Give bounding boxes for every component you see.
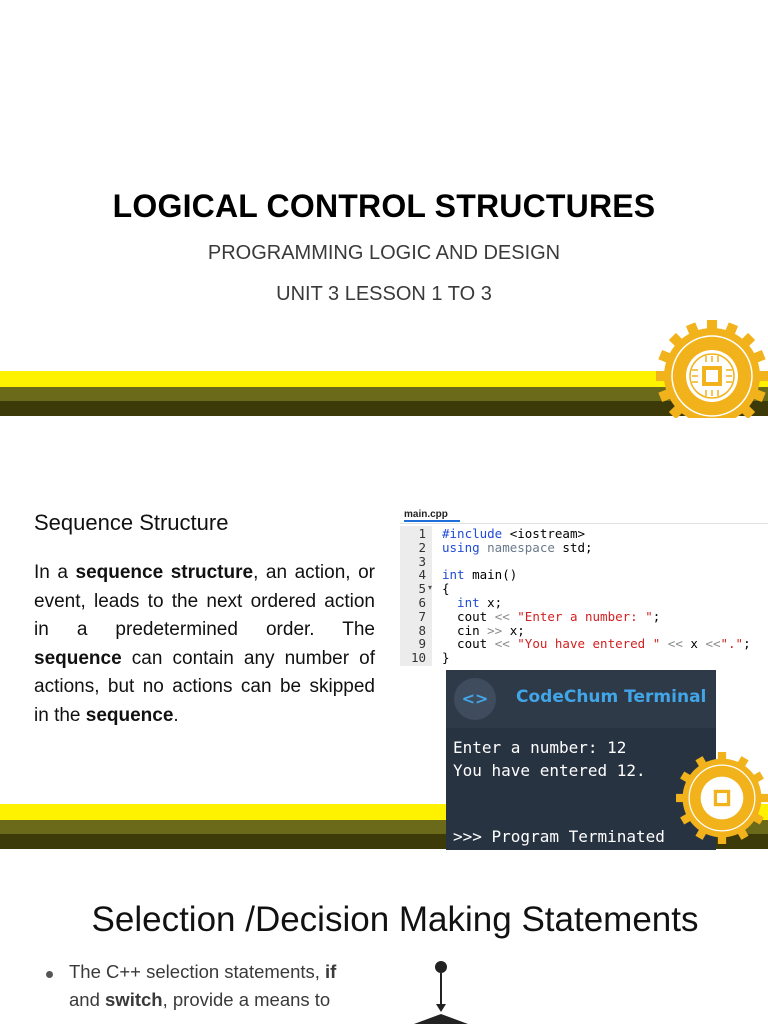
code-token: x; — [487, 594, 503, 610]
code-token: x; — [509, 622, 525, 638]
line-number: 8 — [418, 622, 426, 638]
flowchart-decision-node — [414, 1014, 468, 1024]
code-line — [442, 637, 751, 651]
code-token: { — [442, 581, 450, 597]
slide-unit: UNIT 3 LESSON 1 TO 3 — [276, 283, 492, 305]
slide-subtitle: PROGRAMMING LOGIC AND DESIGN — [207, 242, 561, 264]
code-token: cin — [442, 622, 488, 638]
selection-slide — [0, 850, 768, 1024]
code-line — [442, 596, 751, 610]
sequence-paragraph-bold-text: sequence — [34, 647, 122, 669]
terminal-title: CodeChum Terminal — [516, 687, 707, 707]
code-token: std; — [562, 539, 593, 555]
code-token: using — [442, 539, 488, 555]
department-seal-icon — [656, 320, 768, 418]
code-editor — [400, 504, 768, 666]
flowchart-diagram — [396, 958, 488, 1024]
line-number: 7 — [418, 608, 426, 624]
sequence-paragraph-text: , an action, or event, leads to the next ordered action in a predetermined order. The — [34, 562, 375, 641]
line-number: 6 — [418, 594, 426, 610]
code-line — [442, 610, 751, 624]
code-token: <iostream> — [509, 526, 585, 541]
line-number: 1 — [418, 526, 426, 541]
code-token: } — [442, 650, 450, 666]
code-body — [442, 527, 751, 665]
editor-tab-label: main.cpp — [404, 509, 448, 520]
selection-bullet-text: , provide a means to — [162, 988, 331, 1010]
terminal-output-line: Enter a number: 12 — [453, 738, 627, 757]
yellow-band — [0, 804, 446, 820]
line-number: 9 — [418, 636, 426, 652]
title-slide — [0, 0, 768, 418]
terminal-output-line: You have entered 12. — [453, 761, 646, 780]
terminal-status-line: >>> Program Terminated — [453, 827, 665, 846]
line-number: 4 — [418, 567, 426, 583]
selection-bullet — [69, 958, 339, 1013]
code-line — [442, 555, 751, 569]
code-token: int — [442, 594, 488, 610]
dark-band — [0, 401, 768, 416]
sequence-paragraph-text: can contain any number of actions, but no actions can be skipped in the — [34, 647, 375, 726]
selection-bullet-bold-text: if — [325, 961, 337, 982]
slide-title: LOGICAL CONTROL STRUCTURES — [112, 188, 656, 224]
code-token: << — [494, 608, 518, 624]
bullet-dot — [46, 971, 53, 978]
sequence-heading: Sequence Structure — [34, 510, 229, 535]
code-token: cout — [442, 636, 495, 652]
code-token: #include — [442, 526, 510, 541]
sequence-paragraph-bold-text: sequence — [85, 704, 174, 726]
sequence-paragraph-text: In a — [34, 562, 76, 583]
code-line — [442, 541, 751, 555]
code-line — [442, 568, 751, 582]
code-line — [442, 582, 751, 596]
olive-band — [0, 820, 446, 834]
code-token: << — [660, 636, 691, 652]
code-token: namespace — [487, 539, 563, 555]
code-token: << — [494, 636, 518, 652]
code-token: "." — [720, 636, 744, 652]
line-number: 5 — [418, 581, 426, 597]
code-line — [442, 651, 751, 665]
flowchart-start-node — [435, 961, 447, 973]
selection-bullet-text: The C++ selection statements, — [69, 961, 326, 982]
code-token: x — [690, 636, 706, 652]
line-number: 10 — [410, 650, 426, 666]
code-token: main() — [472, 567, 518, 583]
line-number: 2 — [418, 539, 426, 555]
code-token: << — [705, 636, 721, 652]
sequence-paragraph-text: . — [173, 704, 179, 726]
code-token: "Enter a number: " — [517, 608, 653, 624]
olive-band — [0, 387, 768, 401]
selection-bullet-text: and — [69, 988, 106, 1010]
terminal-header — [446, 670, 716, 728]
line-numbers — [400, 527, 426, 665]
code-token: cout — [442, 608, 495, 624]
sequence-slide — [0, 418, 768, 850]
code-token: "You have entered " — [517, 636, 661, 652]
fold-arrow-icon[interactable]: ▾ — [428, 583, 433, 592]
code-token: >> — [487, 622, 510, 638]
dark-band — [0, 834, 446, 849]
selection-bullet-bold-text: switch — [105, 988, 163, 1010]
yellow-band — [0, 371, 768, 387]
sequence-paragraph — [34, 559, 375, 731]
code-line — [442, 624, 751, 638]
code-token: ; — [652, 608, 661, 624]
selection-title: Selection /Decision Making Statements — [91, 900, 699, 939]
code-token: int — [442, 567, 473, 583]
editor-divider — [400, 523, 768, 524]
sequence-paragraph-bold-text: sequence structure — [75, 562, 254, 583]
department-seal-icon — [676, 752, 768, 850]
code-icon: <> — [454, 678, 496, 720]
editor-tab[interactable] — [404, 504, 460, 522]
code-token: ; — [743, 636, 751, 652]
line-number: 3 — [418, 553, 426, 569]
code-line — [442, 527, 751, 541]
